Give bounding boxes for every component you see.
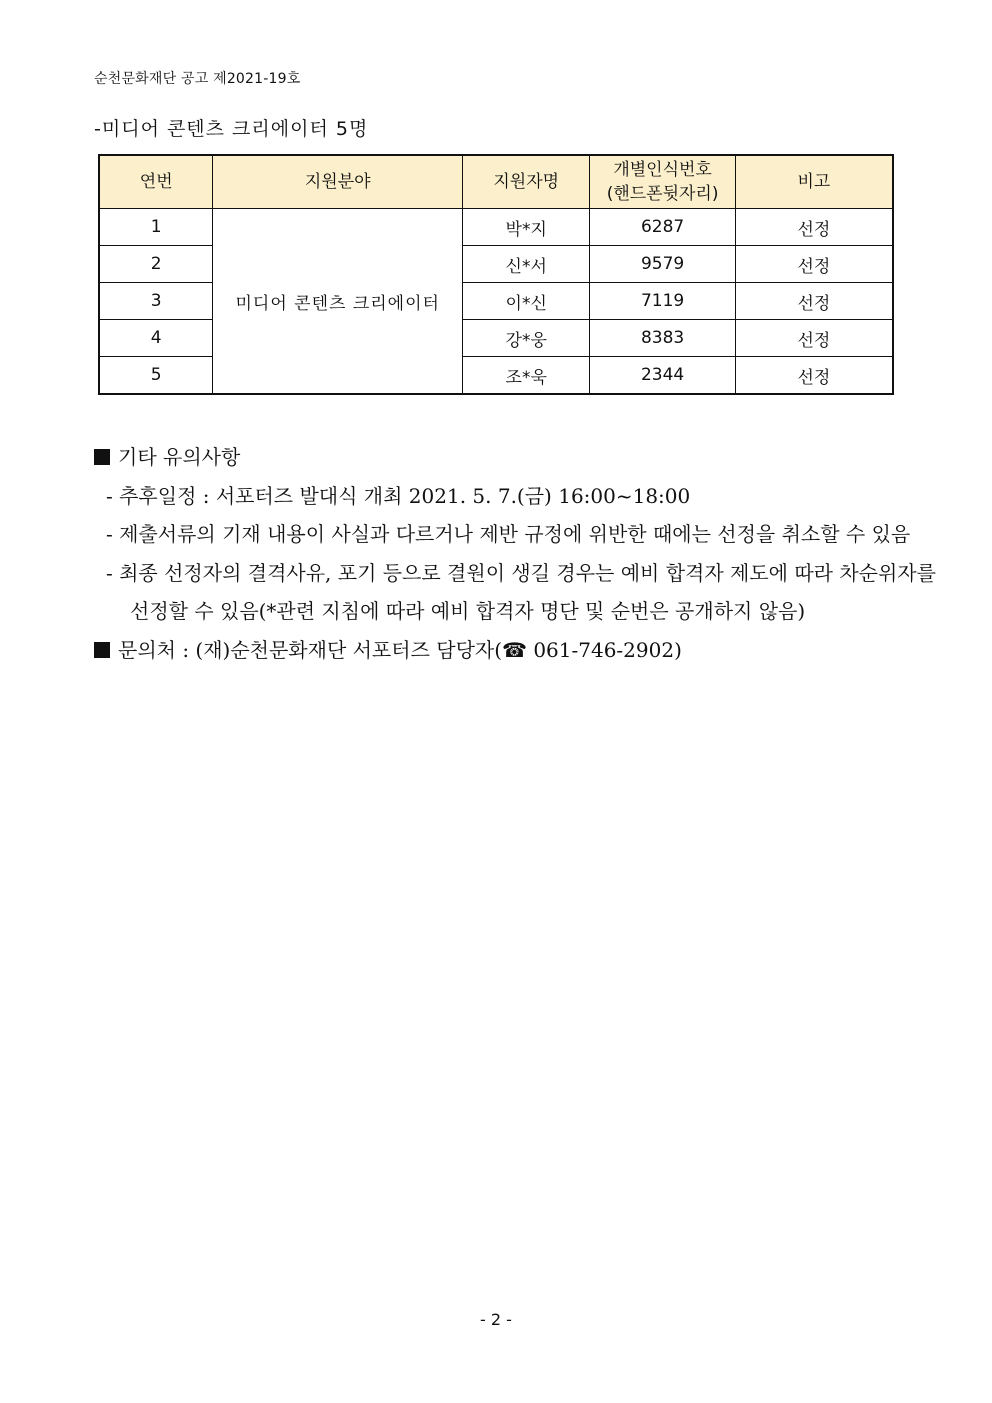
result-note: 선정	[735, 209, 893, 246]
applicant-name: 강*웅	[463, 320, 590, 357]
column-header-field: 지원분야	[213, 155, 463, 209]
table-row	[99, 209, 893, 246]
row-number: 3	[99, 283, 213, 320]
phone-icon: ☎	[502, 637, 527, 662]
notes-heading: 기타 유의사항	[118, 445, 241, 469]
applicant-id: 8383	[590, 320, 735, 357]
result-table	[98, 154, 894, 395]
column-header-name: 지원자명	[463, 155, 590, 209]
applicant-id: 6287	[590, 209, 735, 246]
row-number: 4	[99, 320, 213, 357]
note-cancellation: - 제출서류의 기재 내용이 사실과 다르거나 제반 규정에 위반한 때에는 선정을 취소할 수 있음	[106, 522, 911, 546]
applicant-id: 9579	[590, 246, 735, 283]
column-header-id-line2: (핸드폰뒷자리)	[606, 184, 719, 204]
notes-heading-row	[94, 438, 914, 477]
column-header-note: 비고	[735, 155, 893, 209]
applicant-id: 2344	[590, 357, 735, 395]
table-header-row	[99, 155, 893, 209]
announcement-number: 순천문화재단 공고 제2021-19호	[94, 71, 301, 87]
column-header-no: 연번	[99, 155, 213, 209]
result-note: 선정	[735, 320, 893, 357]
row-number: 1	[99, 209, 213, 246]
contact-label: 문의처 : (재)순천문화재단 서포터즈 담당자(	[118, 637, 503, 662]
column-header-id-line1: 개별인식번호	[613, 160, 712, 180]
applicant-name: 박*지	[463, 209, 590, 246]
result-note: 선정	[735, 246, 893, 283]
row-number: 2	[99, 246, 213, 283]
section-title: -미디어 콘텐츠 크리에이터 5명	[94, 118, 369, 140]
contact-phone: 061-746-2902)	[533, 637, 682, 662]
black-square-bullet-icon	[94, 449, 110, 465]
note-reserve: - 최종 선정자의 결격사유, 포기 등으로 결원이 생길 경우는 예비 합격자 제도에 따라 차순위자를	[106, 560, 936, 585]
black-square-bullet-icon	[94, 642, 110, 658]
note-reserve-continued: 선정할 수 있음(*관련 지침에 따라 예비 합격자 명단 및 순번은 공개하지 않음)	[130, 599, 806, 623]
applicant-name: 이*신	[463, 283, 590, 320]
notes-section	[94, 438, 936, 669]
page-number: - 2 -	[480, 1310, 512, 1329]
applicant-name: 신*서	[463, 246, 590, 283]
note-schedule: - 추후일정 : 서포터즈 발대식 개최 2021. 5. 7.(금) 16:00~18:00	[106, 483, 691, 508]
applicant-name: 조*욱	[463, 357, 590, 395]
applicant-id: 7119	[590, 283, 735, 320]
contact-row	[94, 631, 914, 670]
result-note: 선정	[735, 283, 893, 320]
result-note: 선정	[735, 357, 893, 395]
column-header-id	[590, 155, 735, 209]
field-cell: 미디어 콘텐츠 크리에이터	[213, 209, 463, 395]
row-number: 5	[99, 357, 213, 395]
